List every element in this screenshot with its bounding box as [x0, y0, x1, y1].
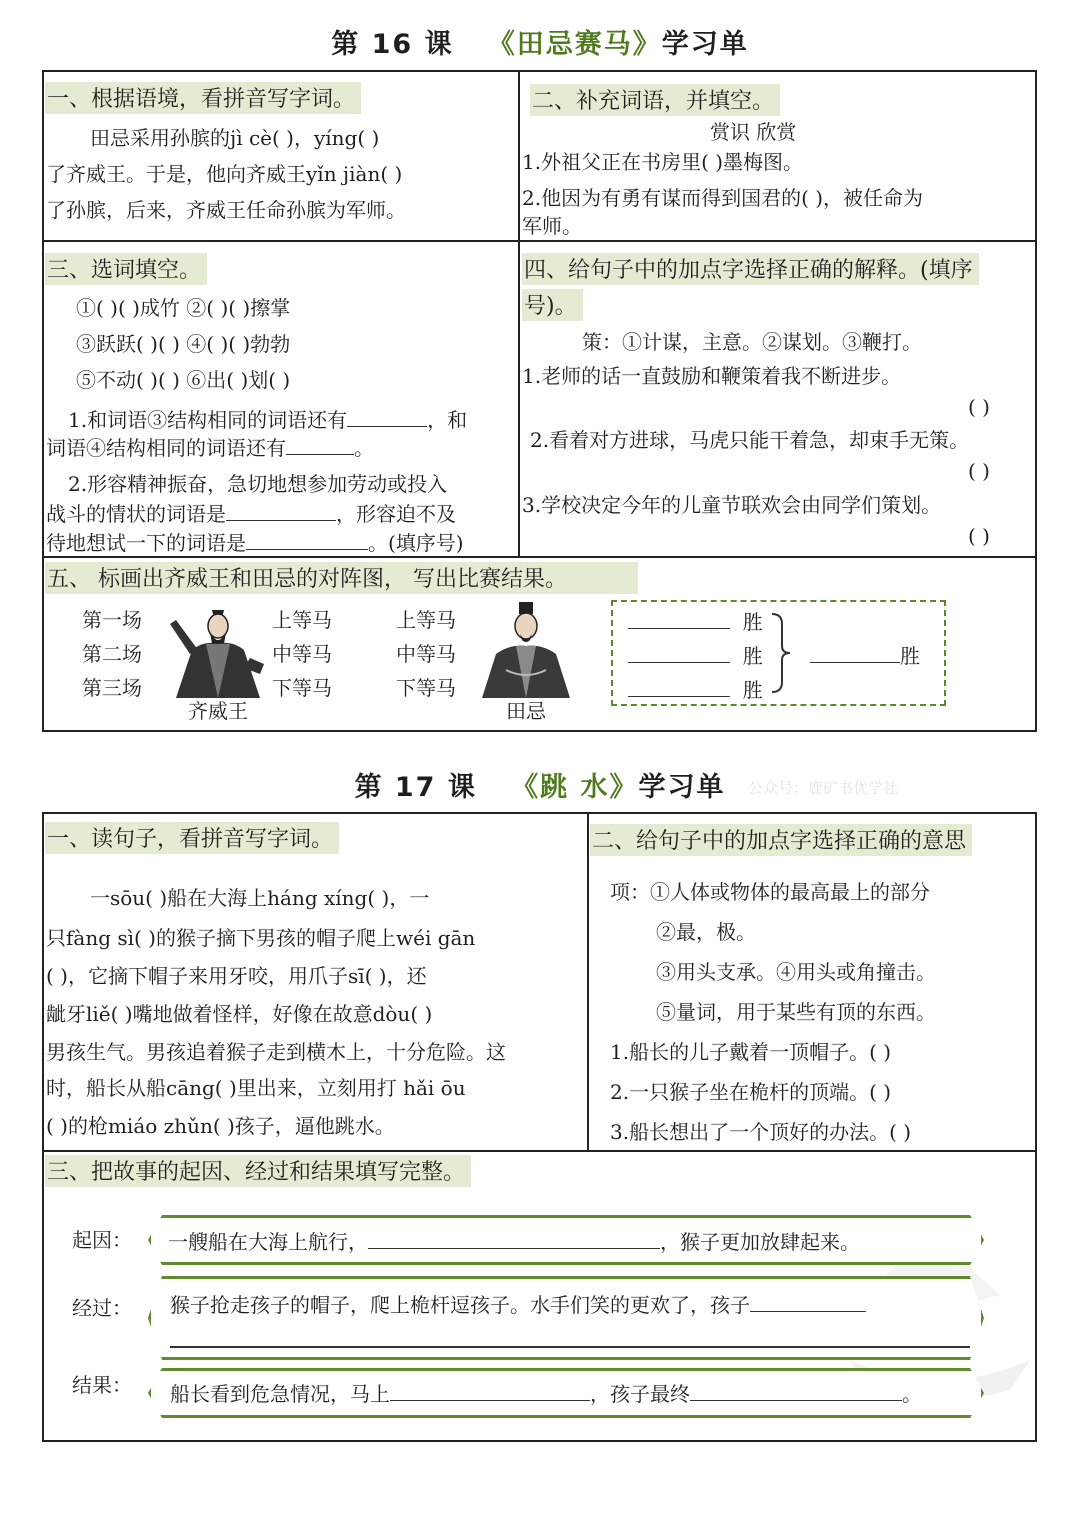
l16-sec4-header-b: 号)。 — [522, 289, 583, 321]
l17-sec2-q1[interactable]: 1.船长的儿子戴着一顶帽子。( ) — [610, 1040, 892, 1064]
l17-sec1-line3: ( )，它摘下帽子来用牙咬，用爪子sī( )，还 — [46, 964, 427, 988]
l16-sec2-q1: 1.外祖父正在书房里( )墨梅图。 — [522, 150, 804, 174]
l16-sec4-q2-answer[interactable]: ( ) — [968, 459, 990, 483]
l16-sec3-q2b: 战斗的情状的词语是 — [46, 502, 226, 526]
l17-sec3-header: 三、把故事的起因、经过和结果填写完整。 — [45, 1155, 471, 1187]
l17-sec3-result-blank2[interactable] — [690, 1378, 902, 1401]
l16-sec5-tianji-horse2[interactable]: 中等马 — [396, 642, 456, 666]
l17-sec3-process-text — [170, 1289, 866, 1319]
l16-sec5-result-row3 — [628, 674, 763, 704]
lesson16-title — [0, 22, 1080, 61]
l17-sec2-opt1: 项：①人体或物体的最高最上的部分 — [610, 880, 930, 904]
l16-sec5-round2: 第二场 — [82, 642, 142, 666]
l16-sec3-q1a: 1.和词语③结构相同的词语还有 — [68, 408, 348, 432]
lesson17-title-book: 《跳 水》 — [511, 772, 639, 803]
l17-sec2-opt2: ②最，极。 — [656, 920, 756, 944]
l17-sec1-line6: 时，船长从船cāng( )里出来，立刻用打 hǎi ōu — [46, 1076, 466, 1100]
l17-sec2-header: 二、给句子中的加点字选择正确的意思 — [590, 824, 972, 856]
l16-sec5-king-horse3[interactable]: 下等马 — [272, 676, 332, 700]
l17-sec3-cause-label: 起因： — [72, 1228, 132, 1252]
l17-sec3-result-text — [170, 1378, 922, 1408]
l16-sec3-row1: ①( )( )成竹 ②( )( )擦掌 — [76, 296, 291, 320]
l16-sec5-result-blank3[interactable] — [628, 674, 730, 697]
l17-sec1-line7: ( )的枪miáo zhǔn( )孩子，逼他跳水。 — [46, 1114, 395, 1138]
l17-sec2-opt3: ③用头支承。④用头或角撞击。 — [656, 960, 936, 984]
l17-sec3-cause-a: 一艘船在大海上航行， — [168, 1230, 368, 1254]
l17-sec1-line4: 龇牙liě( )嘴地做着怪样，好像在故意dòu( ) — [46, 1002, 433, 1026]
lesson17-title-prefix: 第 17 课 — [354, 772, 477, 803]
lesson17-title — [0, 765, 1080, 804]
l16-sec3-q2e: 。(填序号) — [368, 531, 464, 555]
l16-sec5-result-blank2[interactable] — [628, 640, 730, 663]
lesson16-title-prefix: 第 16 课 — [331, 29, 454, 60]
l17-sec1-line5: 男孩生气。男孩追着猴子走到横木上，十分危险。这 — [46, 1040, 506, 1064]
l16-sec3-q2-line3 — [46, 527, 464, 557]
l16-sec5-win-final: 胜 — [900, 644, 920, 668]
tianji-figure-icon — [476, 600, 576, 700]
l16-sec4-q1-answer[interactable]: ( ) — [968, 395, 990, 419]
l17-sec3-process-label: 经过： — [72, 1296, 132, 1320]
l16-sec3-q1d: 。 — [354, 436, 374, 460]
l17-sec3-process-blank2[interactable] — [170, 1346, 970, 1348]
l17-sec3-process-blank1[interactable] — [750, 1289, 866, 1312]
l17-sec3-process-a: 猴子抢走孩子的帽子，爬上桅杆逗孩子。水手们笑的更欢了，孩子 — [170, 1293, 750, 1317]
l16-sec3-q1-blank2[interactable] — [286, 432, 354, 455]
l16-sec4-q2: 2.看着对方进球，马虎只能干着急，却束手无策。 — [530, 428, 970, 452]
l17-sec3-result-c: 。 — [902, 1382, 922, 1406]
l16-sec5-win3: 胜 — [742, 678, 763, 702]
l16-sec1-line1: 田忌采用孙膑的jì cè( )，yíng( ) — [90, 126, 380, 150]
l17-sec3-cause-blank[interactable] — [368, 1226, 660, 1249]
l16-sec5-king-horse2[interactable]: 中等马 — [272, 642, 332, 666]
l17-sec3-result-a: 船长看到危急情况，马上 — [170, 1382, 390, 1406]
l16-sec5-result-row2 — [628, 640, 763, 670]
l16-sec5-king-name: 齐威王 — [188, 699, 248, 723]
l16-sec2-q2b: 军师。 — [522, 214, 582, 238]
lesson16-title-book: 《田忌赛马》 — [487, 29, 662, 60]
l16-sec5-final-blank[interactable] — [810, 640, 900, 663]
l17-sec1-header: 一、读句子，看拼音写字词。 — [45, 822, 339, 854]
l16-sec1-line3: 了孙膑，后来，齐威王任命孙膑为军师。 — [46, 198, 406, 222]
l16-sec2-header: 二、补充词语，并填空。 — [530, 84, 780, 116]
l16-sec3-q1-line2 — [46, 432, 374, 462]
lesson16-title-suffix: 学习单 — [661, 29, 749, 60]
l16-sec3-q1-blank1[interactable] — [347, 404, 427, 427]
l16-sec3-q2-blank2[interactable] — [246, 527, 368, 550]
l16-sec4-q3-answer[interactable]: ( ) — [968, 524, 990, 548]
l17-sec3-cause-b: ，猴子更加放肆起来。 — [660, 1230, 860, 1254]
l16-sec3-q2-blank1[interactable] — [226, 498, 336, 521]
l16-sec1-line2: 了齐威王。于是，他向齐威王yǐn jiàn( ) — [46, 162, 403, 186]
l17-sec3-result-label: 结果： — [72, 1373, 132, 1397]
lesson17-row-divider — [42, 1150, 1037, 1152]
l16-sec5-tianji-horse1[interactable]: 上等马 — [396, 608, 456, 632]
l17-sec1-line1: 一sōu( )船在大海上háng xíng( )，一 — [90, 886, 430, 910]
l16-sec5-brace-icon — [770, 612, 794, 694]
l16-sec4-header-a: 四、给句子中的加点字选择正确的解释。(填序 — [522, 253, 979, 285]
l16-sec5-win1: 胜 — [742, 610, 763, 634]
l16-sec5-tianji-horse3[interactable]: 下等马 — [396, 676, 456, 700]
lesson16-col-divider — [518, 70, 520, 558]
l17-sec1-line2: 只fàng sì( )的猴子摘下男孩的帽子爬上wéi gān — [46, 926, 476, 950]
l16-sec5-result-row1 — [628, 606, 763, 636]
l16-sec5-final-result — [810, 640, 920, 670]
l16-sec3-q2-line1: 2.形容精神振奋，急切地想参加劳动或投入 — [68, 472, 448, 496]
l16-sec4-options: 策：①计谋，主意。②谋划。③鞭打。 — [582, 330, 922, 354]
l16-sec2-q2a: 2.他因为有勇有谋而得到国君的( )，被任命为 — [522, 186, 924, 210]
l17-sec2-q3[interactable]: 3.船长想出了一个顶好的办法。( ) — [610, 1120, 912, 1144]
l16-sec2-words: 赏识 欣赏 — [710, 120, 797, 144]
l16-sec1-header: 一、根据语境，看拼音写字词。 — [45, 82, 361, 114]
l16-sec5-tianji-name: 田忌 — [506, 699, 546, 723]
lesson17-watermark: 公众号：鹿矿书优学社 — [748, 779, 899, 797]
king-qiwei-figure-icon — [168, 604, 268, 700]
l17-sec3-result-blank1[interactable] — [390, 1378, 590, 1401]
l16-sec5-win2: 胜 — [742, 644, 763, 668]
l16-sec4-q3: 3.学校决定今年的儿童节联欢会由同学们策划。 — [522, 493, 942, 517]
lesson16-row-divider-1 — [42, 240, 1037, 242]
l16-sec3-q2c: ，形容迫不及 — [336, 502, 456, 526]
l17-sec2-opt4: ⑤量词，用于某些有顶的东西。 — [656, 1000, 936, 1024]
l16-sec5-king-horse1[interactable]: 上等马 — [272, 608, 332, 632]
l16-sec5-round3: 第三场 — [82, 676, 142, 700]
l17-sec2-q2[interactable]: 2.一只猴子坐在桅杆的顶端。( ) — [610, 1080, 892, 1104]
lesson17-col-divider — [587, 812, 589, 1152]
l16-sec3-q2-line2 — [46, 498, 456, 528]
l16-sec3-row2: ③跃跃( )( ) ④( )( )勃勃 — [76, 332, 291, 356]
l16-sec5-result-blank1[interactable] — [628, 606, 730, 629]
l16-sec3-q1c: 词语④结构相同的词语还有 — [46, 436, 286, 460]
l16-sec3-row3: ⑤不动( )( ) ⑥出( )划( ) — [76, 368, 291, 392]
l16-sec5-round1: 第一场 — [82, 608, 142, 632]
l16-sec4-q1: 1.老师的话一直鼓励和鞭策着我不断进步。 — [522, 364, 902, 388]
lesson17-title-suffix: 学习单 — [638, 772, 726, 803]
l16-sec5-header: 五、 标画出齐威王和田忌的对阵图， 写出比赛结果。 — [45, 562, 638, 594]
l16-sec3-q1-line1 — [68, 404, 467, 434]
l16-sec3-q2d: 待地想试一下的词语是 — [46, 531, 246, 555]
l17-sec3-cause-text — [168, 1226, 860, 1256]
l16-sec3-header: 三、选词填空。 — [45, 253, 207, 285]
l16-sec3-q1b: ，和 — [427, 408, 468, 432]
l17-sec3-result-b: ，孩子最终 — [590, 1382, 690, 1406]
